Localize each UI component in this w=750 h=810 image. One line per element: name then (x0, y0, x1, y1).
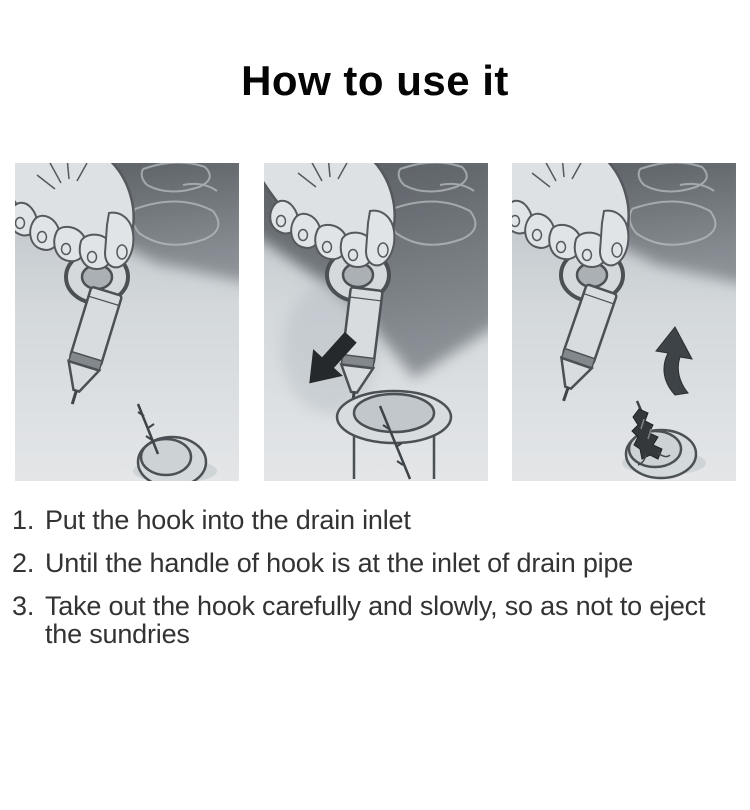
step-number: 3. (12, 591, 35, 621)
step-item-1 (12, 506, 748, 534)
panel-2-push-hook-illustration (264, 163, 488, 481)
step-number: 2. (12, 548, 35, 578)
panel-3-pull-hook-illustration (512, 163, 736, 481)
instruction-steps (0, 506, 750, 648)
step-text: Take out the hook carefully and slowly, so as not to eject the sundries (45, 591, 706, 649)
step-number: 1. (12, 505, 35, 535)
drain-inlet (626, 430, 696, 478)
step-item-3 (12, 592, 748, 648)
page-title: How to use it (241, 57, 509, 104)
panel-1-insert-hook-illustration (15, 163, 239, 481)
step-text: Put the hook into the drain inlet (45, 505, 411, 535)
step-text: Until the handle of hook is at the inlet of drain pipe (45, 548, 634, 578)
drain-inlet (138, 437, 206, 481)
instruction-panels (0, 163, 750, 481)
step-item-2 (12, 549, 748, 577)
